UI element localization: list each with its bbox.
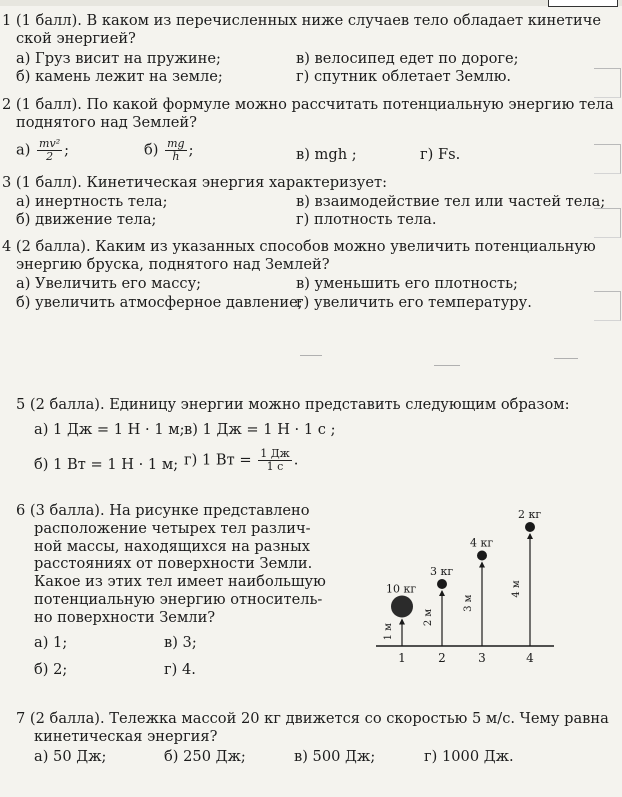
q2-heading-cont: поднятого над Землей?	[16, 114, 197, 131]
q1-heading-cont: ской энергией?	[16, 30, 136, 47]
q6-text-line: 6 (3 балла). На рисунке представлено	[16, 502, 310, 519]
arrow-head-icon	[439, 590, 445, 596]
height-label: 1 м	[383, 623, 394, 641]
q5-heading: 5 (2 балла). Единицу энергии можно представить следующим образом:	[16, 396, 570, 413]
q1-option-v: в) велосипед едет по дороге;	[296, 50, 519, 67]
q2-option-b-denominator: h	[172, 150, 180, 163]
position-label: 4	[526, 651, 534, 665]
q3-answer-box	[594, 208, 621, 238]
height-label: 2 м	[423, 608, 434, 627]
q2-option-a-label: а)	[16, 141, 31, 159]
q2-option-g: г) Fs.	[420, 146, 461, 163]
position-label: 1	[398, 651, 406, 665]
q6-option-g: г) 4.	[164, 661, 196, 678]
q2-option-a-denominator: 2	[46, 150, 54, 163]
q2-option-v: в) mgh ;	[296, 146, 357, 163]
q5-option-v: в) 1 Дж = 1 Н · 1 с ;	[184, 421, 336, 438]
page-break-mark	[554, 358, 578, 359]
q6-text-line: но поверхности Земли?	[34, 608, 216, 626]
q3-heading: 3 (1 балл). Кинетическая энергия характеризует:	[2, 174, 387, 191]
mass-label: 4 кг	[470, 536, 494, 550]
q4-heading: 4 (2 балла). Каким из указанных способов можно увеличить потенциальную	[2, 238, 596, 255]
q2-option-b-formula	[165, 138, 186, 163]
arrow-head-icon	[527, 533, 533, 539]
arrow-head-icon	[479, 562, 485, 568]
q3-option-b: б) движение тела;	[16, 211, 157, 228]
mass-label: 2 кг	[518, 508, 542, 521]
position-label: 3	[478, 651, 486, 665]
q1-answer-box	[594, 68, 621, 98]
q7-heading: 7 (2 балла). Тележка массой 20 кг движется со скоростью 5 м/с. Чему равна	[16, 710, 609, 727]
q3-option-g: г) плотность тела.	[296, 211, 437, 228]
q4-heading-cont: энергию бруска, поднятого над Землей?	[16, 256, 330, 273]
q5-option-g-numerator: 1 Дж	[260, 447, 290, 460]
q1-option-g: г) спутник облетает Землю.	[296, 68, 512, 85]
body-ball	[437, 579, 447, 589]
q2-option-b-numerator: mg	[167, 137, 185, 150]
q6-text-line: расстояниях от поверхности Земли.	[34, 555, 313, 573]
q2-option-a-formula	[37, 138, 62, 163]
mass-label: 3 кг	[430, 565, 454, 578]
q3-option-a: а) инертность тела;	[16, 193, 168, 210]
page-break-mark	[300, 355, 322, 356]
q5-option-g-label: г) 1 Вт =	[184, 451, 252, 469]
mass-label: 10 кг	[386, 582, 417, 596]
q7-option-b: б) 250 Дж;	[164, 748, 246, 765]
q1-heading: 1 (1 балл). В каком из перечисленных ниже случаев тело обладает кинетиче	[2, 12, 601, 29]
q6-text-line: ной массы, находящихся на разных	[34, 537, 310, 555]
q4-option-v: в) уменьшить его плотность;	[296, 275, 518, 292]
arrow-head-icon	[399, 619, 405, 625]
body-ball	[525, 522, 535, 532]
q7-heading-cont: кинетическая энергия?	[34, 728, 218, 745]
q6-text-line: расположение четырех тел различ-	[34, 519, 311, 537]
q2-option-b-label: б)	[144, 141, 159, 159]
q4-option-a: а) Увеличить его массу;	[16, 275, 202, 292]
body-ball	[477, 551, 487, 561]
q2-answer-box	[594, 144, 621, 174]
q6-option-b: б) 2;	[34, 661, 68, 678]
height-label: 4 м	[511, 580, 522, 598]
position-label: 2	[438, 651, 446, 665]
q1-option-a: а) Груз висит на пружине;	[16, 50, 221, 67]
top-header-strip	[0, 0, 622, 6]
q4-answer-box	[594, 291, 621, 321]
q6-option-v: в) 3;	[164, 634, 197, 651]
q6-option-a: а) 1;	[34, 634, 68, 651]
q7-option-g: г) 1000 Дж.	[424, 748, 514, 765]
q5-option-g: г) 1 Вт = $\frac{1 Дж}{1 с}$ .	[184, 447, 299, 473]
q4-option-g: г) увеличить его температуру.	[296, 294, 532, 311]
q2-option-b: б) $\frac{mg}{h}$ ;	[144, 137, 194, 163]
height-label: 3 м	[463, 594, 474, 612]
q2-heading: 2 (1 балл). По какой формуле можно рассчитать потенциальную энергию тела	[2, 96, 614, 113]
q7-option-v: в) 500 Дж;	[294, 748, 376, 765]
body-ball	[391, 596, 413, 618]
variant-badge	[548, 0, 618, 7]
q5-option-b: б) 1 Вт = 1 Н · 1 м;	[34, 456, 179, 473]
q7-option-a: а) 50 Дж;	[34, 748, 107, 765]
q5-option-a: а) 1 Дж = 1 Н · 1 м;	[34, 421, 185, 438]
q5-option-g-denominator: 1 с	[266, 460, 284, 473]
q1-option-b: б) камень лежит на земле;	[16, 68, 223, 85]
q4-option-b: б) увеличить атмосферное давление;	[16, 294, 303, 311]
q5-option-g-fraction	[258, 448, 292, 473]
q6-text-line: Какое из этих тел имеет наибольшую	[34, 573, 326, 591]
q6-height-diagram	[368, 500, 568, 675]
q6-text-line: потенциальную энергию относитель-	[34, 591, 323, 608]
page-break-mark	[434, 365, 460, 366]
q2-option-a: а) $\frac{\text{mv²}}{2}$ ;	[16, 137, 70, 163]
q3-option-v: в) взаимодействие тел или частей тела;	[296, 193, 606, 210]
q2-option-a-numerator: mv²	[39, 137, 61, 150]
